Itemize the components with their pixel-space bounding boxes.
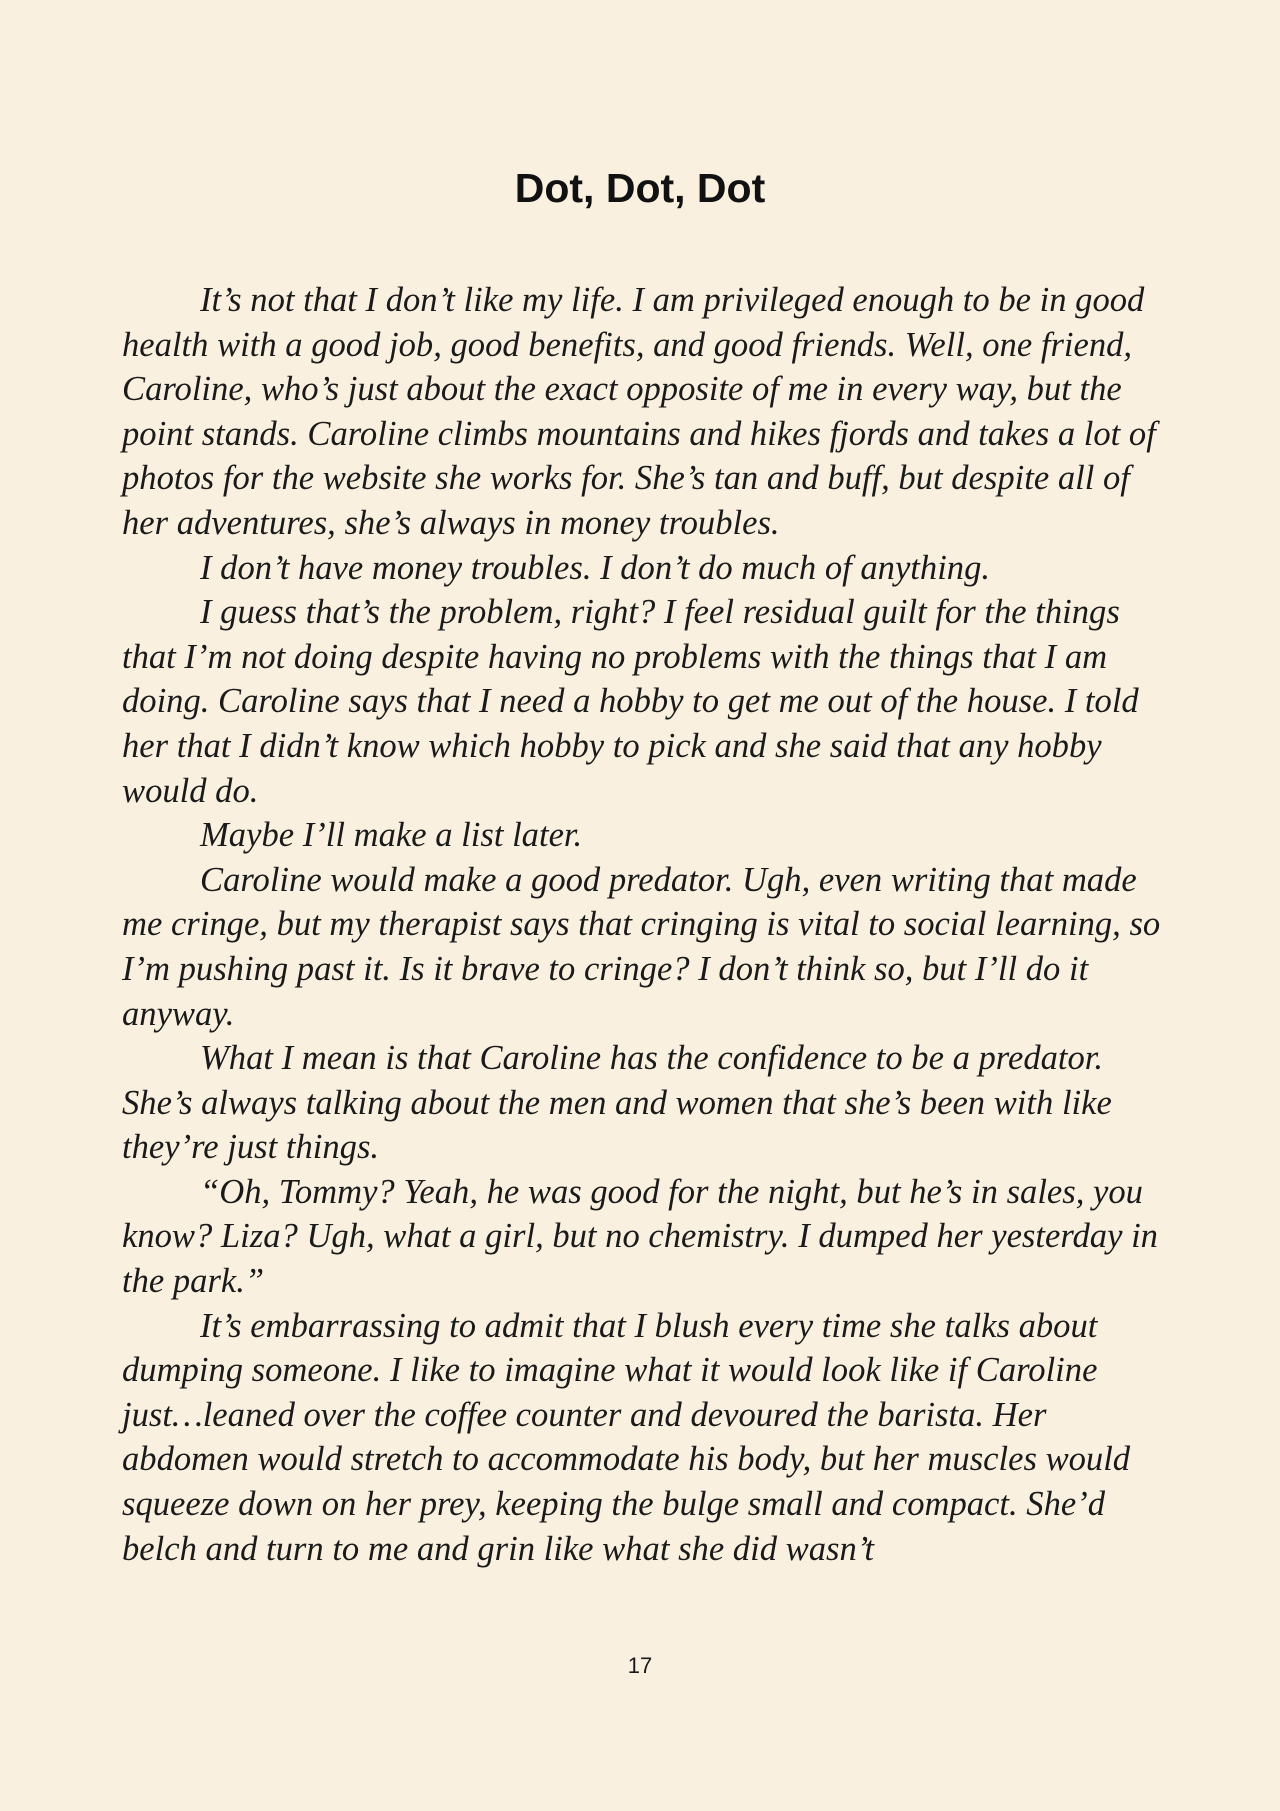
- paragraph: I don’t have money troubles. I don’t do much of anything.: [200, 548, 991, 587]
- paragraph: It’s not that I don’t like my life. I am privileged enough to be in good health with a good job, good benefits, and good friends. Well, one friend, Caroline, who’s just about the exact opposite of me in every way, but the point stands. Caroline climbs mountains and hikes fjords and takes a lot of photos for the website she works for. She’s tan and buff, but despite all of her adventures, she’s always in money troubles.: [122, 281, 1156, 542]
- paragraph: What I mean is that Caroline has the confidence to be a predator. She’s always talking about the men and women that she’s been with like they’re just things.: [122, 1039, 1112, 1167]
- paragraph: I guess that’s the problem, right? I feel residual guilt for the things that I’m not doing despite having no problems with the things that I am doing. Caroline says that I need a hobby to get me out of the house. I told her that I didn’t know which hobby to pick and she said that any hobby would do.: [122, 593, 1139, 810]
- paragraph: It’s embarrassing to admit that I blush every time she talks about dumping someone. I like to imagine what it would look like if Caroline just…leaned over the coffee counter and devoured the barista. Her abdomen would stretch to accommodate his body, but her muscles would squeeze down on her prey, keeping the bulge small and compact. She’d belch and turn to me and grin like what she did wasn’t: [122, 1306, 1131, 1568]
- paragraph: Maybe I’ll make a list later.: [200, 816, 583, 855]
- story-body: [122, 278, 1172, 1571]
- page-title: Dot, Dot, Dot: [514, 165, 766, 211]
- paragraph: “Oh, Tommy? Yeah, he was good for the night, but he’s in sales, you know? Liza? Ugh, what a girl, but no chemistry. I dumped her yesterday in the park.”: [122, 1172, 1158, 1301]
- page-number: 17: [627, 1653, 653, 1678]
- paragraph: Caroline would make a good predator. Ugh, even writing that made me cringe, but my therapist says that cringing is vital to social learning, so I’m pushing past it. Is it brave to cringe? I don’t think so, but I’ll do it anyway.: [122, 860, 1161, 1033]
